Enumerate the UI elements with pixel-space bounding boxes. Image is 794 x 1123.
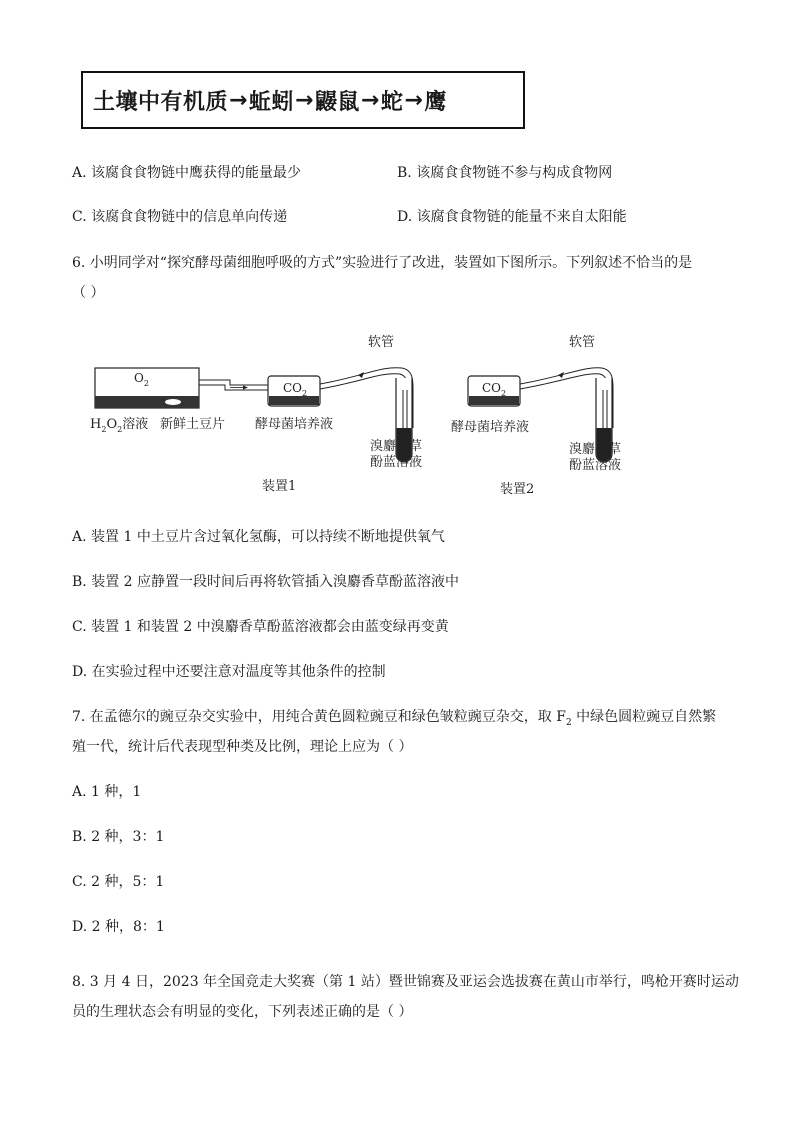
q7-option-c: C. 2 种，5：1	[72, 874, 165, 890]
q6-option-a: A. 装置 1 中土豆片含过氧化氢酶，可以持续不断地提供氧气	[72, 529, 445, 545]
chain-item-mole: 鼹鼠	[314, 89, 360, 115]
soft-tube-label-2: 软管	[569, 335, 596, 350]
chain-item-earthworm: 蚯蚓	[248, 89, 294, 115]
o2-label: $O_2$	[134, 371, 149, 388]
q6-stem-line2: （ ）	[72, 285, 105, 301]
h2o2-container	[95, 368, 199, 408]
food-chain-box	[81, 71, 525, 129]
btb-label-2-line1: 溴麝香草	[569, 442, 622, 457]
potato-slice	[165, 399, 181, 405]
q5-option-b: B. 该腐食食物链不参与构成食物网	[397, 165, 613, 181]
q6-option-b: B. 装置 2 应静置一段时间后再将软管插入溴麝香草酚蓝溶液中	[72, 574, 459, 590]
q7-option-d: D. 2 种，8：1	[72, 919, 165, 935]
yeast-label-1: 酵母菌培养液	[255, 417, 334, 432]
soft-tube-label-1: 软管	[368, 335, 395, 350]
chain-item-organic-matter: 土壤中有机质	[93, 89, 229, 115]
q5-option-a: A. 该腐食食物链中鹰获得的能量最少	[72, 165, 302, 181]
q5-option-c: C. 该腐食食物链中的信息单向传递	[72, 209, 288, 225]
device-2-label: 装置2	[500, 482, 535, 497]
q8-stem-line2: 员的生理状态会有明显的变化，下列表述正确的是（ ）	[72, 1004, 413, 1020]
chain-item-eagle: 鹰	[424, 89, 447, 115]
chain-arrow: →	[360, 87, 380, 113]
flow-arrow	[243, 386, 248, 390]
q7-option-a: A. 1 种，1	[72, 784, 142, 800]
btb-label-1-line1: 溴麝香草	[370, 439, 423, 454]
btb-label-1-line2: 酚蓝溶液	[370, 455, 423, 470]
q7-stem-line1: 7. 在孟德尔的豌豆杂交实验中，用纯合黄色圆粒豌豆和绿色皱粒豌豆杂交，取 $F_2$ 中绿色圆粒豌豆自然繁	[72, 709, 717, 728]
potato-label: 新鲜土豆片	[160, 417, 226, 432]
h2o2-solution-label: $H_2O_2$溶液	[90, 417, 149, 434]
chain-arrow: →	[229, 87, 248, 113]
q6-option-d: D. 在实验过程中还要注意对温度等其他条件的控制	[72, 664, 386, 680]
q5-option-d: D. 该腐食食物链的能量不来自太阳能	[397, 209, 627, 225]
q7-stem-line2: 殖一代，统计后代表现型种类及比例，理论上应为（ ）	[72, 739, 413, 755]
q7-option-b: B. 2 种，3：1	[72, 829, 165, 845]
q6-stem-line1: 6. 小明同学对“探究酵母菌细胞呼吸的方式”实验进行了改进，装置如下图所示。下列叙述不恰当的是	[72, 255, 693, 271]
q6-option-c: C. 装置 1 和装置 2 中溴麝香草酚蓝溶液都会由蓝变绿再变黄	[72, 619, 449, 635]
q8-stem-line1: 8. 3 月 4 日，2023 年全国竞走大奖赛（第 1 站）暨世锦赛及亚运会选拔赛在黄山市举行，鸣枪开赛时运动	[72, 974, 739, 990]
chain-arrow: →	[404, 87, 424, 113]
co2-label-1: $CO_2$	[283, 381, 308, 398]
yeast-label-2: 酵母菌培养液	[451, 420, 530, 435]
chain-item-snake: 蛇	[380, 89, 404, 115]
co2-label-2: $CO_2$	[482, 381, 507, 398]
chain-arrow: →	[294, 87, 314, 113]
device-1-label: 装置1	[262, 479, 297, 494]
experiment-figure	[80, 328, 660, 500]
btb-label-2-line2: 酚蓝溶液	[569, 458, 622, 473]
